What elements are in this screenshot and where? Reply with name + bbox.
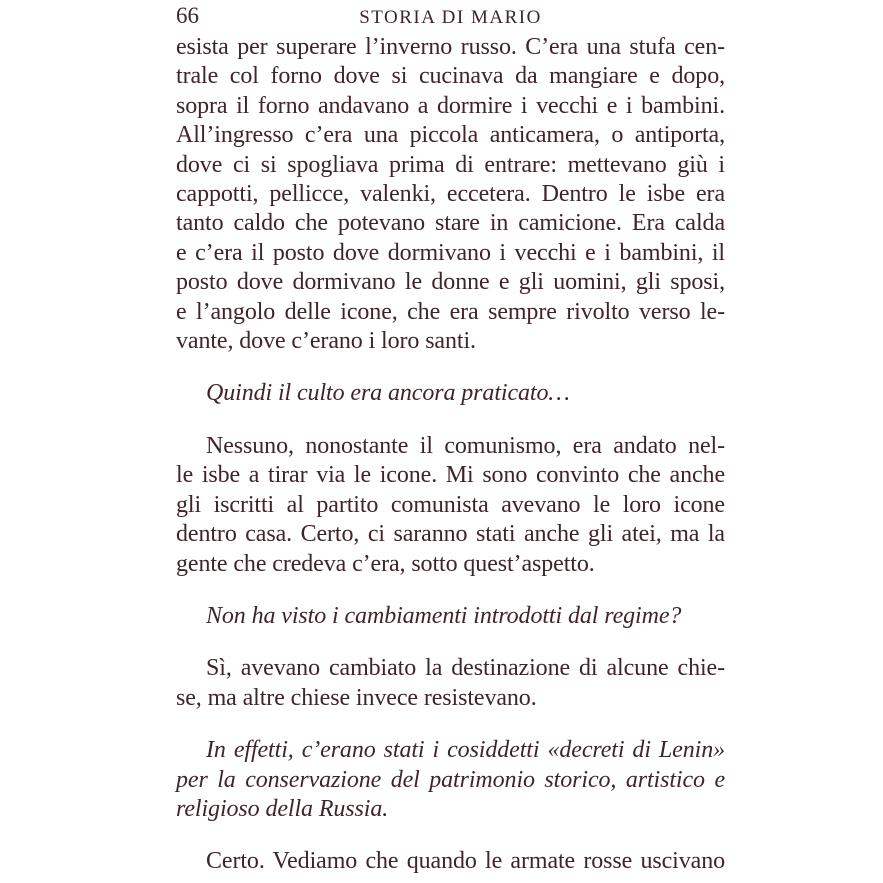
text-line: esista per superare l’inverno russo. C’era una stufa cen- — [176, 34, 725, 60]
text-line: Non ha visto i cambiamenti introdotti dal regime? — [206, 602, 682, 629]
text-line: vante, dove c’erano i loro santi. — [176, 328, 476, 355]
text-line: e c’era il posto dove dormivano i vecchi e i bambini, il — [176, 239, 725, 266]
text-line: tanto caldo che potevano stare in camicione. Era calda — [176, 210, 725, 237]
text-line: se, ma altre chiese invece resistevano. — [176, 684, 537, 711]
text-line: Quindi il culto era ancora praticato… — [206, 380, 570, 407]
text-line: gente che credeva c’era, sotto quest’aspetto. — [176, 550, 595, 577]
running-title: STORIA DI MARIO — [359, 7, 542, 28]
question-paragraph — [176, 602, 725, 631]
text-line: le isbe a tirar via le icone. Mi sono convinto che anche — [176, 462, 725, 489]
text-block — [176, 33, 725, 877]
question-paragraph — [176, 736, 725, 824]
answer-paragraph — [176, 432, 725, 579]
text-line: gli iscritti al partito comunista avevano le loro icone — [176, 491, 725, 518]
text-line: dentro casa. Certo, ci saranno stati anche gli atei, ma la — [176, 521, 725, 548]
page-number: 66 — [176, 3, 199, 28]
answer-paragraph — [176, 33, 725, 356]
answer-paragraph — [176, 654, 725, 713]
text-line: e l’angolo delle icone, che era sempre rivolto verso le- — [176, 298, 725, 325]
answer-paragraph — [176, 847, 725, 876]
text-line: All’ingresso c’era una piccola anticamera, o antiporta, — [176, 122, 725, 149]
question-paragraph — [176, 379, 725, 408]
text-line: Sì, avevano cambiato la destinazione di alcune chie- — [206, 655, 725, 682]
text-line: cappotti, pellicce, valenki, eccetera. Dentro le isbe era — [176, 181, 725, 208]
text-line: trale col forno dove si cucinava da mangiare e dopo, — [176, 63, 725, 90]
text-line: Nessuno, nonostante il comunismo, era andato nel- — [206, 432, 725, 459]
text-line: posto dove dormivano le donne e gli uomini, gli sposi, — [176, 269, 725, 296]
text-line: sopra il forno andavano a dormire i vecchi e i bambini. — [176, 92, 725, 119]
text-line: dove ci si spogliava prima di entrare: mettevano giù i — [176, 151, 725, 178]
text-line: religioso della Russia. — [176, 795, 389, 822]
text-line: Certo. Vediamo che quando le armate rosse uscivano — [206, 848, 725, 875]
text-line: In effetti, c’erano stati i cosiddetti «decreti di Lenin» — [206, 737, 725, 764]
text-line: per la conservazione del patrimonio storico, artistico e — [176, 766, 725, 793]
page-header — [176, 4, 725, 30]
